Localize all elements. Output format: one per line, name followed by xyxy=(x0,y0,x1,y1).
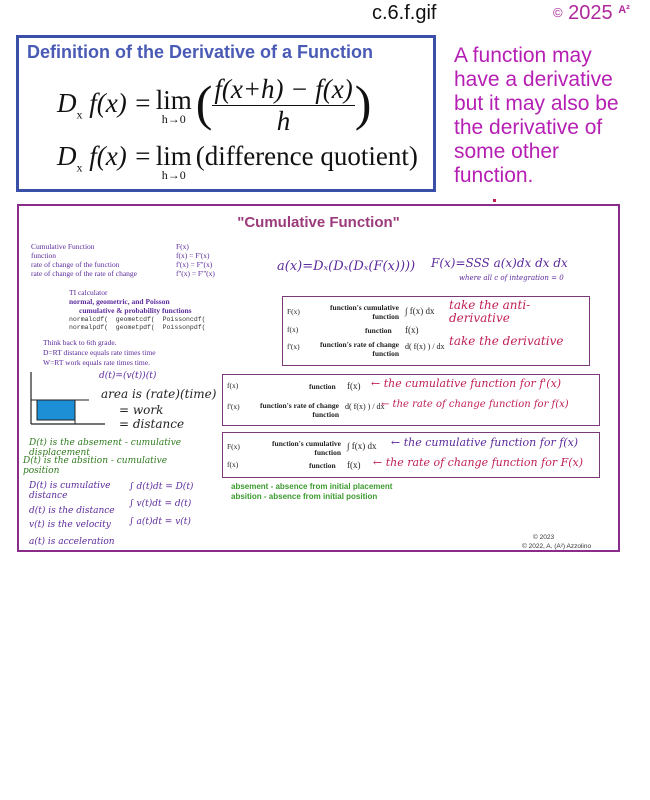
think-line-2: D=RT distance equals rate times time xyxy=(43,348,156,357)
box1-note-2: take the derivative xyxy=(449,334,564,348)
list-item: rate of change of the rate of change f''(x) = F'''(x) xyxy=(31,269,215,278)
box1-expr-2: d( f(x) ) / dx xyxy=(405,342,445,351)
box3-left-1: f(x) xyxy=(227,460,239,469)
eq1-limit: lim h→0 xyxy=(155,84,192,126)
box2-left-1: f'(x) xyxy=(227,402,240,411)
box1-left-0: F(x) xyxy=(287,307,300,316)
cumulative-title: "Cumulative Function" xyxy=(237,214,400,231)
eq1-lhs: $D_x$ f(x) = xyxy=(57,88,152,122)
box2-mid-1: function's rate of change function xyxy=(260,401,339,419)
dot-mark xyxy=(493,199,496,202)
area-eq-4: = distance xyxy=(119,417,185,431)
file-name: c.6.f.gif xyxy=(372,2,437,24)
box3-mid-0: function's cumulative function xyxy=(272,439,341,457)
derivative-equation-1: $D_x$ f(x) = lim h→0 ( f(x+h) − f(x) h ) xyxy=(57,74,372,136)
copyright-year xyxy=(553,2,630,25)
box2-mid-0: function xyxy=(309,382,336,391)
think-line-1: Think back to 6th grade. xyxy=(43,338,117,347)
eq2-lhs: $D_x$ f(x) = xyxy=(57,141,152,175)
box1-expr-0: ∫ f(x) dx xyxy=(405,306,435,316)
brand-mark: A² xyxy=(618,4,630,16)
derivative-box-1 xyxy=(282,296,590,366)
eq2-limit: lim h→0 xyxy=(155,141,192,182)
purple-note-1: D(t) is cumulative distance xyxy=(29,481,111,501)
hand-eq-F: F(x)=SSS a(x)dx dx dx xyxy=(431,256,568,270)
copyright-symbol: © xyxy=(553,5,563,20)
box1-mid-1: function xyxy=(365,326,392,335)
box3-mid-1: function xyxy=(309,461,336,470)
box1-left-1: f(x) xyxy=(287,325,299,334)
integral-2: ∫ v(t)dt = d(t) xyxy=(129,499,192,509)
cumulative-function-panel xyxy=(17,204,620,552)
purple-note-3: v(t) is the velocity xyxy=(29,520,111,530)
green-note-1: D(t) is the absement - cumulative displacement xyxy=(29,438,182,458)
list-item: rate of change of the function f'(x) = F''(x) xyxy=(31,260,213,269)
purple-note-4: a(t) is acceleration xyxy=(29,537,115,547)
definitions-list xyxy=(31,242,231,278)
box3-expr-1: f(x) xyxy=(347,460,361,470)
absement-line: absement - absence from initial placement xyxy=(231,482,393,491)
box3-note-1: ← the rate of change function for F(x) xyxy=(373,456,584,469)
box2-left-0: f(x) xyxy=(227,381,239,390)
list-item: Cumulative Function F(x) xyxy=(31,242,189,251)
box2-note-0: ← the cumulative function for f'(x) xyxy=(371,377,562,390)
box1-mid-2: function's rate of change function xyxy=(320,340,399,358)
year: 2025 xyxy=(568,2,613,24)
calc-sub1: normal, geometric, and Poisson xyxy=(69,297,170,306)
calc-sub2: cumulative & probability functions xyxy=(79,306,192,315)
area-eq-3: = work xyxy=(119,403,164,417)
hand-eq-a: a(x)=Dₓ(Dₓ(Dₓ(F(x)))) xyxy=(277,259,416,274)
area-eq-2: area is (rate)(time) xyxy=(101,387,217,401)
calc-row2: normalpdf( geometpdf( Poissonpdf( xyxy=(69,324,206,331)
box3-left-0: F(x) xyxy=(227,442,240,451)
calc-title: TI calculator xyxy=(69,288,108,297)
eq2-rhs: (difference quotient) xyxy=(195,141,418,171)
derivative-box-3 xyxy=(222,432,600,478)
hand-eq-note: where all c of integration = 0 xyxy=(459,274,564,282)
derivative-equation-2 xyxy=(57,141,418,183)
box1-note-1: take the anti-derivative xyxy=(449,298,531,325)
footer-credit: © 2022, A. (A²) Azzolino xyxy=(522,543,592,550)
box1-mid-0: function's cumulative function xyxy=(330,303,399,321)
box3-expr-0: ∫ f(x) dx xyxy=(347,441,377,451)
box2-expr-1: d( f(x) ) / dx xyxy=(345,402,385,411)
green-note-2: D(t) is the absition - cumulative position xyxy=(23,456,168,476)
difference-quotient-fraction: f(x+h) − f(x) h xyxy=(214,74,353,136)
list-item: function f(x) = F'(x) xyxy=(31,251,210,260)
side-note: A function may have a derivative but it may also be the derivative of some other function. xyxy=(454,44,619,187)
purple-note-2: d(t) is the distance xyxy=(29,506,115,516)
integral-3: ∫ a(t)dt = v(t) xyxy=(129,517,191,527)
box3-note-0: ← the cumulative function for f(x) xyxy=(391,436,579,449)
integral-1: ∫ d(t)dt = D(t) xyxy=(129,482,194,492)
area-graph xyxy=(23,368,109,430)
box2-expr-0: f(x) xyxy=(347,381,361,391)
think-line-3: W=RT work equals rate times time. xyxy=(43,358,150,367)
box1-expr-1: f(x) xyxy=(405,325,419,335)
footer-2023: © 2023 xyxy=(533,534,555,541)
box2-note-1: ← the rate of change function for f(x) xyxy=(381,399,569,410)
derivative-box-2 xyxy=(222,374,600,426)
absition-line: absition - absence from initial position xyxy=(231,492,378,501)
definition-box xyxy=(16,35,436,192)
box1-left-2: f'(x) xyxy=(287,342,300,351)
definition-title: Definition of the Derivative of a Function xyxy=(27,42,374,62)
calc-row1: normalcdf( geometcdf( Poissoncdf( xyxy=(69,316,206,323)
area-eq-1: d(t)=(v(t))(t) xyxy=(99,371,157,381)
